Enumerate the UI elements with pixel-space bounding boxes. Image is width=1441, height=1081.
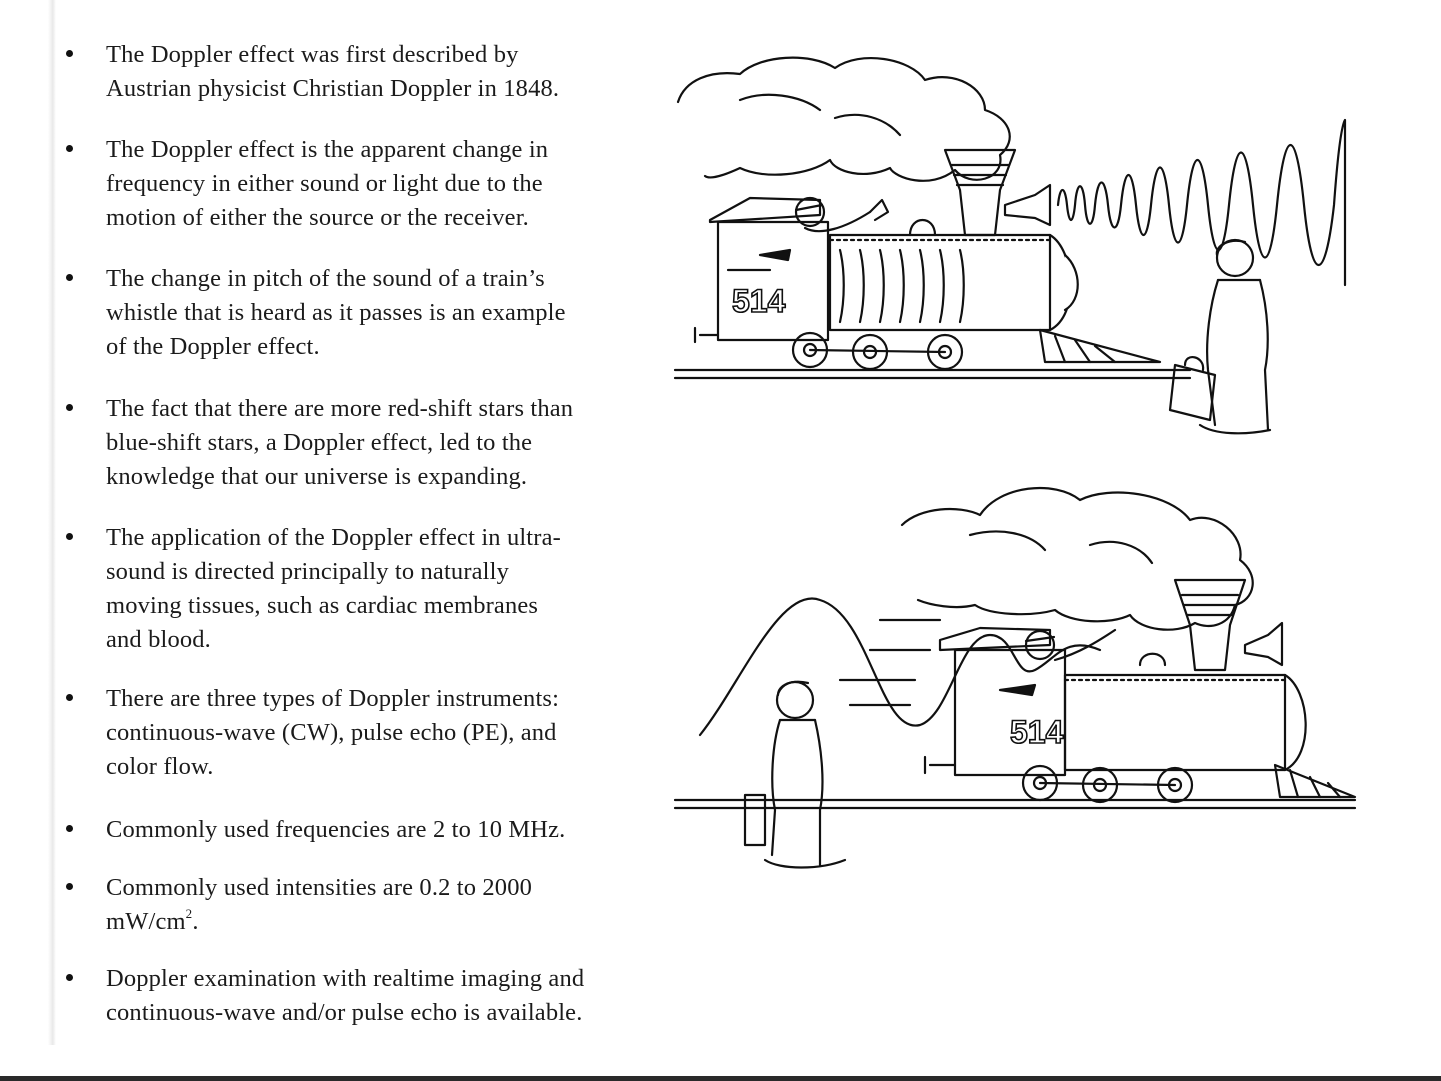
bullet-text: The application of the Doppler effect in ultra- sound is directed principally to naturally moving tissues, such as cardiac membranes and blood. [106, 524, 561, 653]
smoke-cloud [678, 58, 1010, 181]
briefcase [1170, 365, 1215, 420]
bullet-text [106, 871, 666, 939]
bullet-text: The change in pitch of the sound of a train’s whistle that is heard as it passes is an example of the Doppler effect. [106, 265, 566, 360]
bullet-dot [66, 145, 73, 152]
bullet-text-tail: . [192, 908, 199, 935]
engine-number: 514 [1010, 714, 1064, 750]
smoke-cloud [902, 488, 1253, 630]
bullet-list [0, 0, 680, 1060]
briefcase [745, 795, 765, 845]
train-approaching-illustration [670, 40, 1360, 450]
bullet-dot [66, 694, 73, 701]
bullet-text-main: Commonly used intensities are 0.2 to 2000 mW/cm [106, 874, 533, 935]
bullet-dot [66, 404, 73, 411]
boiler [1065, 675, 1285, 770]
rail [675, 800, 1355, 808]
train-receding-illustration [670, 465, 1360, 885]
bullet-dot [66, 50, 73, 57]
whistle-horn [1245, 623, 1282, 665]
bullet-text: Commonly used frequencies are 2 to 10 MHz. [106, 816, 566, 843]
cab [718, 222, 828, 340]
bullet-dot [66, 274, 73, 281]
cab-roof [710, 198, 820, 222]
bullet-dot [66, 883, 73, 890]
page-bottom-border [0, 1076, 1441, 1081]
cab [955, 650, 1065, 775]
bullet-text: Doppler examination with realtime imaging and continuous-wave and/or pulse echo is available. [106, 965, 585, 1026]
bullet-text: The Doppler effect was first described by Austrian physicist Christian Doppler in 1848. [106, 41, 560, 102]
rail [675, 370, 1190, 378]
bullet-dot [66, 533, 73, 540]
bullet-text: The fact that there are more red-shift stars than blue-shift stars, a Doppler effect, led to the knowledge that our universe is expanding. [106, 395, 574, 490]
bullet-text: The Doppler effect is the apparent change in frequency in either sound or light due to the motion of either the source or the receiver. [106, 136, 549, 231]
sound-waves [1058, 120, 1345, 285]
cowcatcher [1275, 765, 1355, 797]
bullet-text: There are three types of Doppler instruments: continuous-wave (CW), pulse echo (PE), and color flow. [106, 685, 560, 780]
bullet-dot [66, 825, 73, 832]
listener-body [772, 720, 822, 865]
superscript: 2 [185, 905, 193, 921]
smokestack [945, 150, 1015, 235]
engine-number: 514 [732, 283, 786, 319]
listener-body [1207, 280, 1268, 430]
whistle-horn [1005, 185, 1050, 225]
bullet-dot [66, 974, 73, 981]
